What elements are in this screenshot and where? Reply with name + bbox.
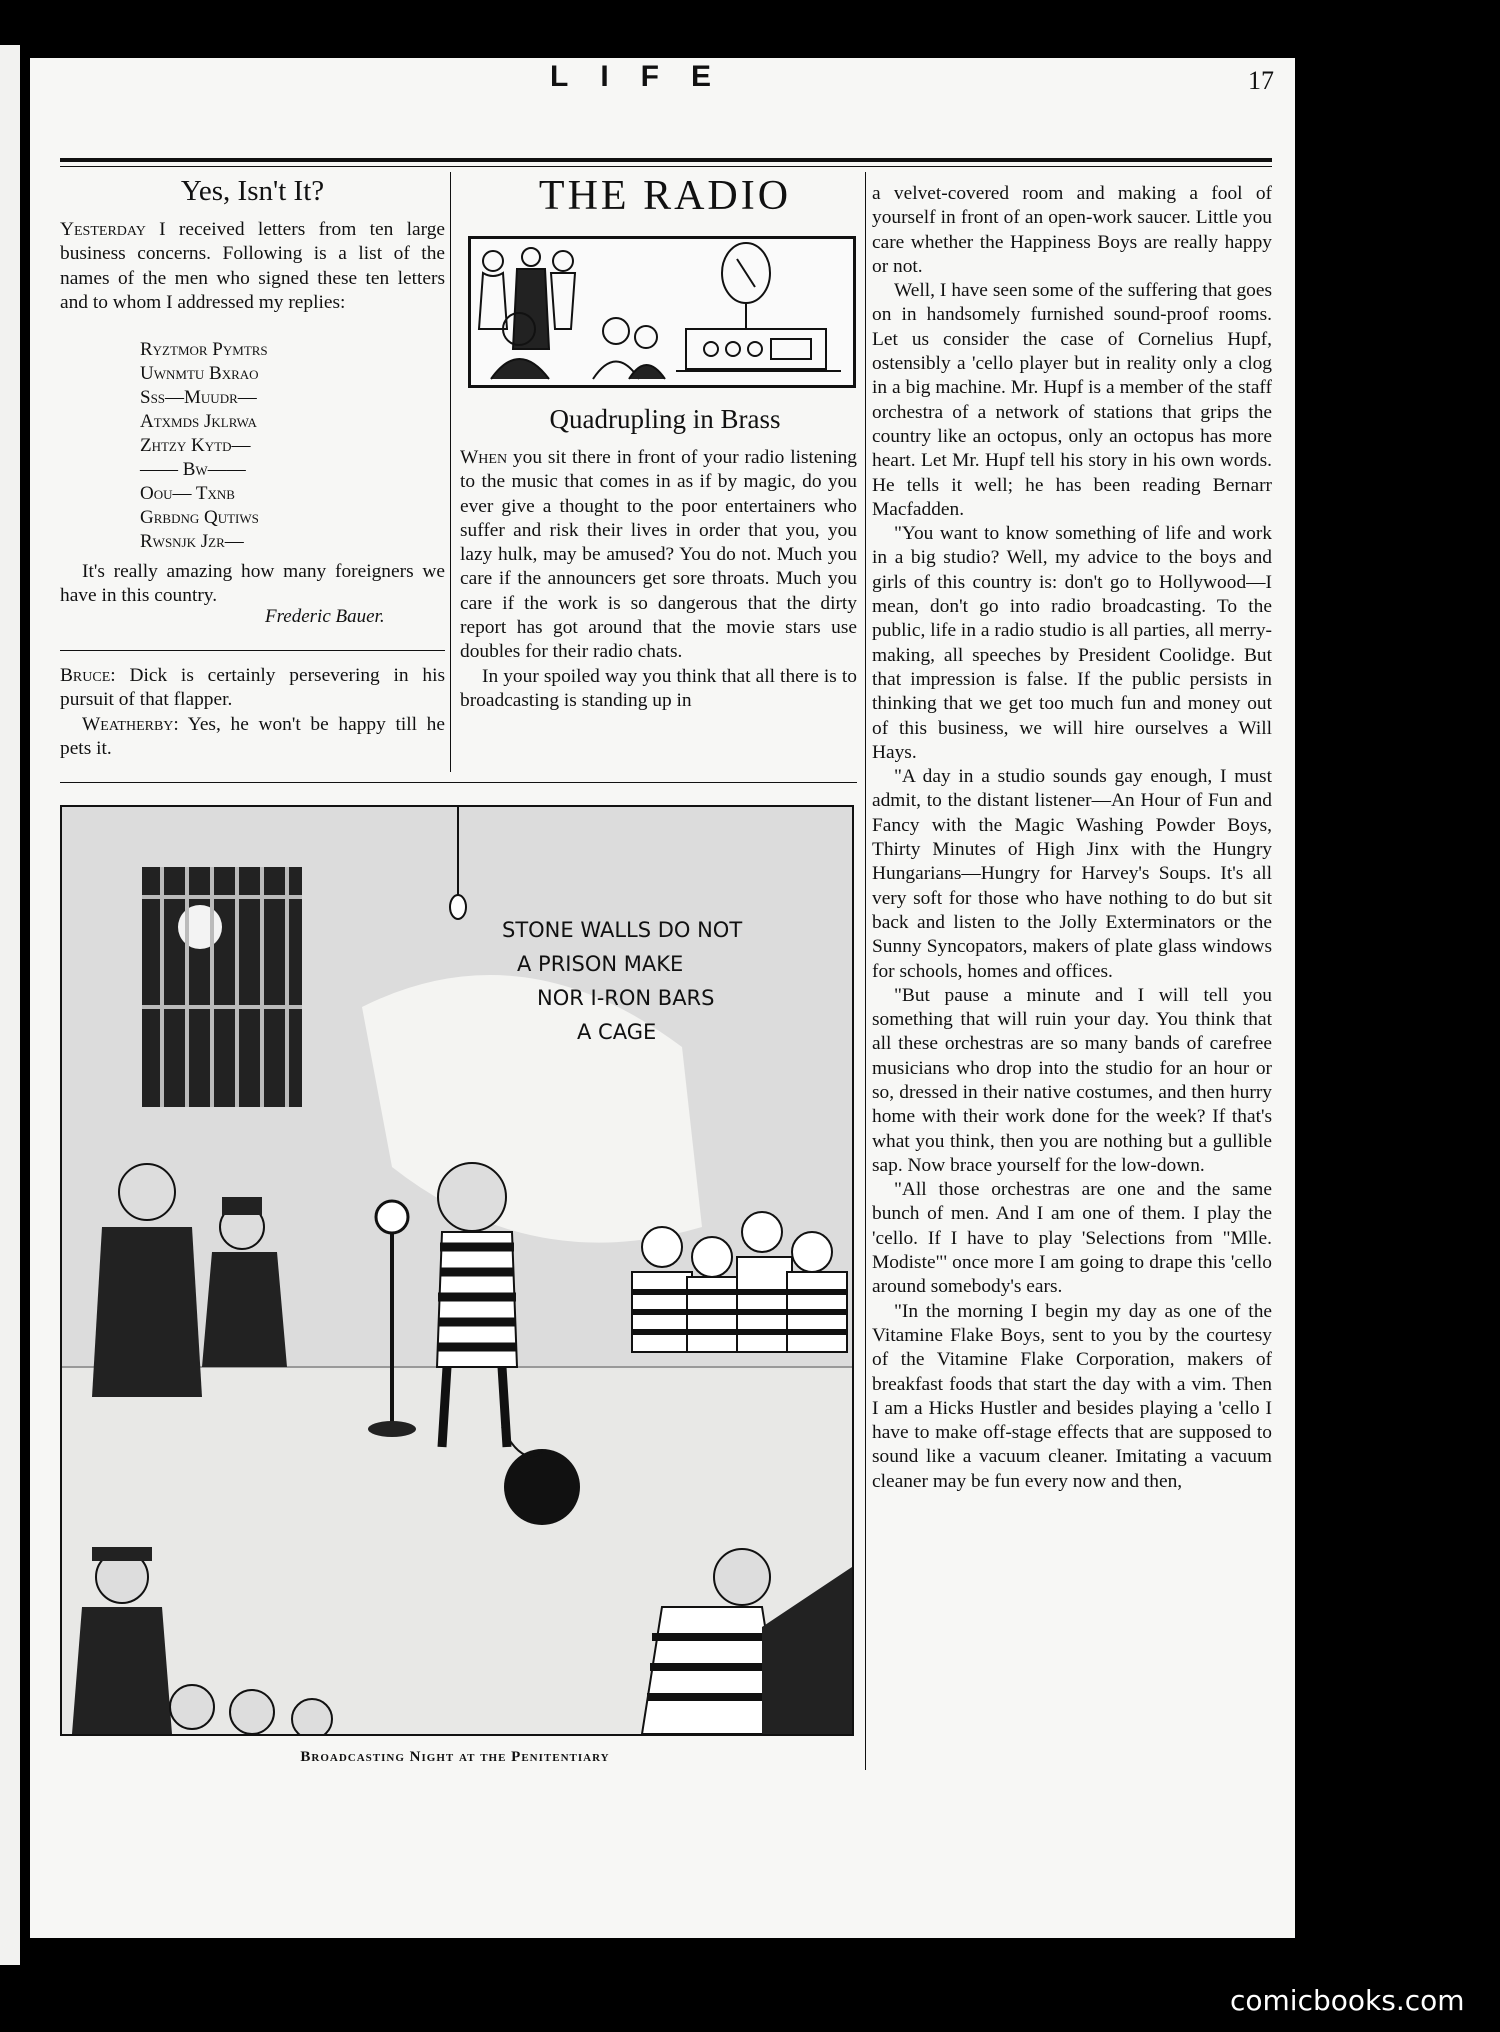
previous-page-edge [0,45,20,1965]
radio-article-title: Quadrupling in Brass [549,404,781,434]
cartoon-svg [62,807,852,1734]
list-item: Ryztmor Pymtrs [140,339,268,360]
list-item: Grbdng Qutiws [140,507,259,528]
letter-signature: Frederic Bauer. [265,606,385,627]
joke-block [60,664,445,761]
section-divider [60,782,857,783]
letter-closing: It's really amazing how many foreigners we have in this country. [60,561,445,607]
list-item: Sss—Muudr— [140,387,257,408]
article-paragraph: a velvet-covered room and making a fool of yourself in front of an open-work saucer. Little you care whether the Happiness Boys are really happy or not. [872,183,1272,277]
right-column-body [872,182,1272,1494]
watermark: comicbooks.com [1230,1984,1465,2017]
article-paragraph: Well, I have seen some of the suffering that goes on in handsomely furnished sound-proof rooms. Let us consider the case of Cornelius Hupf, ostensibly a 'cello player but in reality only a clog in a big machine. Mr. Hupf is a member of the staff orchestra of a network of stations that grips the country like an octopus, only an octopus has more heart. Let Mr. Hupf tell his story in his own words. He tells it well; he has been reading Bernarr Macfadden. [872,280,1272,520]
radio-header-illustration [468,236,856,388]
joke-line-2: Yes, he won't be happy till he pets it. [60,713,445,759]
radio-section-title: THE RADIO [538,173,792,219]
lyric-line: A CAGE [577,1020,657,1044]
list-item: Oou— Txnb [140,483,235,504]
lyric-line: NOR I-RON BARS [537,986,715,1010]
list-item: —— Bw—— [140,459,246,480]
letter-lead: Yesterday [60,219,146,240]
letter-intro [60,218,445,315]
radio-paragraph: In your spoiled way you think that all there is to broadcasting is standing up in [460,665,857,711]
list-item: Zhtzy Kytd— [140,435,251,456]
lyric-line: A PRISON MAKE [517,952,684,976]
letter-closing-block [60,560,445,609]
radio-lead: When [460,447,508,468]
article-paragraph: "You want to know something of life and work in a big studio? Well, my advice to the boys and girls of this country is: don't go to Hollywood—I mean, don't go into radio broadcasting. To the public, life in a radio studio is all parties, all merry-making, all speeches by President Coolidge. But that impression is false. If the public persists in thinking that we get too much fun and money out of this business, we will hire ourselves a Will Hays. [872,523,1272,763]
letter-title: Yes, Isn't It? [180,175,325,207]
list-item: Uwnmtu Bxrao [140,363,259,384]
section-divider [60,650,445,651]
header-rule-thin [60,166,1272,167]
radio-article-body [460,446,857,713]
header-rule [60,158,1272,162]
list-item: Atxmds Jklrwa [140,411,257,432]
names-list [140,338,268,554]
column-divider [450,172,451,772]
article-paragraph: "A day in a studio sounds gay enough, I must admit, to the distant listener—An Hour of Fun and Fancy with the Magic Washing Powder Boys, Thirty Minutes of High Jinx with the Hungry Hungarians—Hungry for Harvey's Soups. It's all very soft for those who have nothing to do but sit back and listen to the Jolly Exterminators or the Sunny Syncopators, makers of plate glass windows for schools, homes and offices. [872,766,1272,982]
joke-speaker-1: Bruce: [60,665,116,686]
joke-line-1: Dick is certainly persevering in his pursuit of that flapper. [60,665,445,711]
masthead-title: LIFE [550,60,743,93]
cartoon-illustration [60,805,854,1736]
radio-paragraph: you sit there in front of your radio listening to the music that comes in as if by magic, do you ever give a thought to the poor entertainers who suffer and risk their lives in order that you, you lazy hulk, may be amused? You do not. Much you care if the announcers get sore throats. Much you care if the work is so dangerous that the dirty report has got around that the movie stars use doubles for their radio chats. [460,447,857,663]
radio-illustration-svg [471,239,853,385]
article-paragraph: "All those orchestras are one and the same bunch of men. And I am one of them. I play the 'cello. If I have to play 'Selections from "Mlle. Modiste"' once more I am going to drape this 'cello around somebody's ears. [872,1179,1272,1298]
article-paragraph: "But pause a minute and I will tell you something that will ruin your day. You think that all these orchestras are so many bands of carefree musicians who drop into the studio for an hour or so, dressed in their native costumes, and then hurry home with their work done for the week? If that's what you think, then you are nothing but a gullible sap. Now brace yourself for the low-down. [872,984,1272,1176]
letter-intro-text: I received letters from ten large business concerns. Following is a list of the names of the men who signed these ten letters and to whom I addressed my replies: [60,219,445,313]
cartoon-caption: Broadcasting Night at the Penitentiary [300,1749,610,1765]
list-item: Rwsnjk Jzr— [140,531,244,552]
page-number: 17 [1248,66,1274,95]
article-paragraph: "In the morning I begin my day as one of the Vitamine Flake Boys, sent to you by the courtesy of the Vitamine Flake Corporation, makers of breakfast foods that start the day with a vim. Then I am a Hicks Hustler and besides playing a 'cello I have to make off-stage effects that are supposed to sound like a vacuum cleaner. Imitating a vacuum cleaner may be fun every now and then, [872,1300,1272,1492]
lyric-line: STONE WALLS DO NOT [502,918,743,942]
joke-speaker-2: Weatherby: [82,713,179,735]
